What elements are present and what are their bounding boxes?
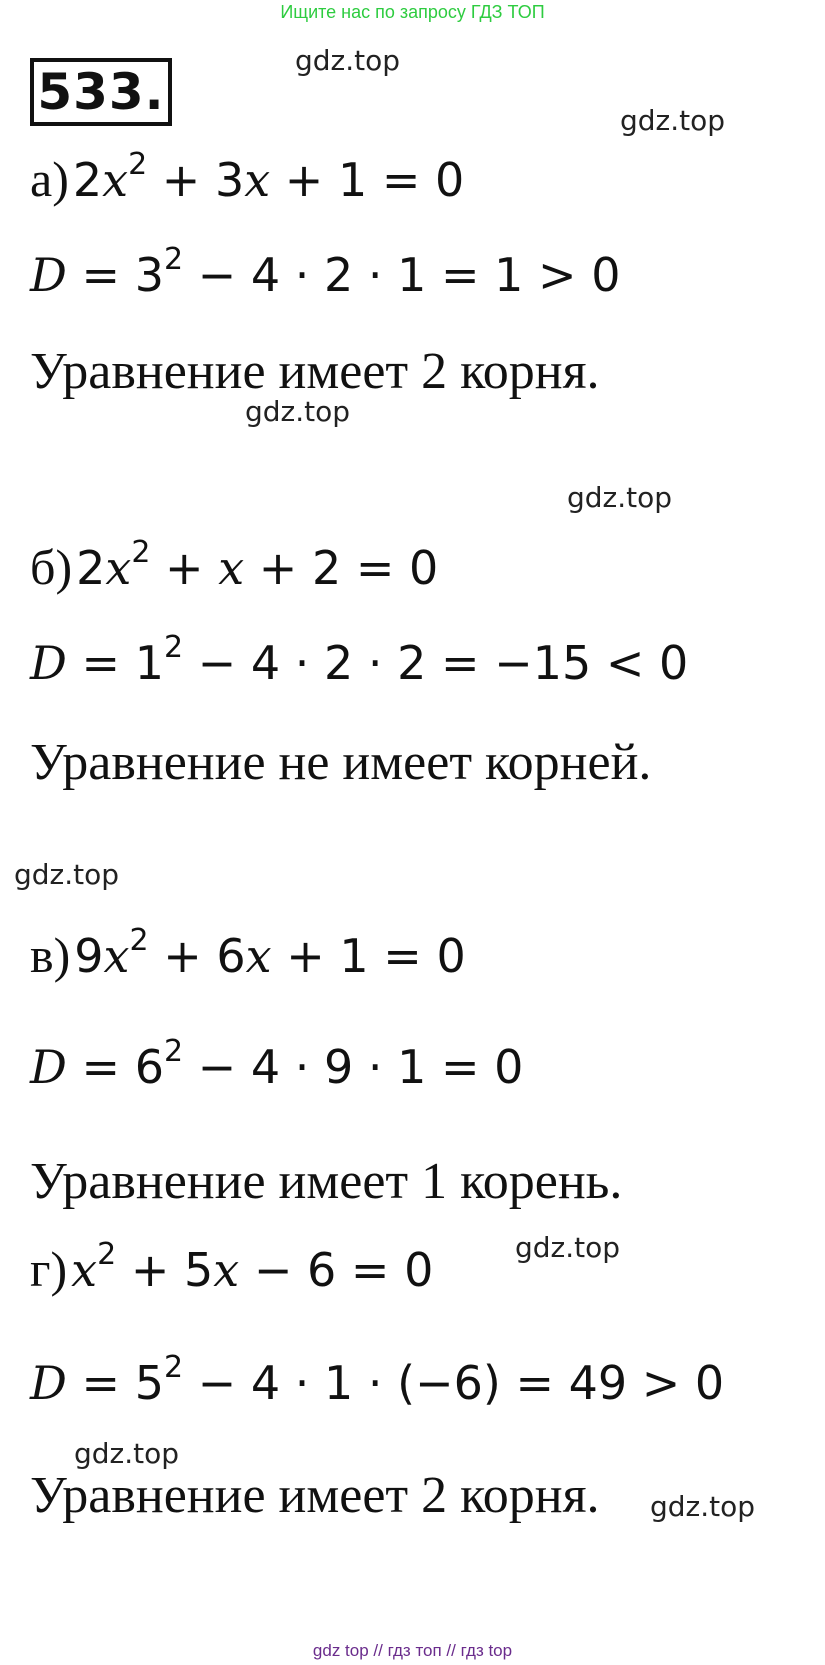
footer-links[interactable]: gdz top // гдз топ // гдз top [312,1641,513,1660]
conclusion-d: Уравнение имеет 2 корня. [30,1467,600,1524]
equation-a [30,147,465,208]
part-label: в) [30,927,71,983]
discriminant-d: $D = 5^2 - 4 \cdot 1 \cdot (-6) = 49 > 0$ [30,1350,725,1410]
equation-expression: $x^2 + 5x - 6 = 0$ [71,1237,434,1297]
part-label: г) [30,1241,68,1297]
equation-expression: $9x^2 + 6x + 1 = 0$ [74,923,466,983]
part-label: а) [30,151,69,207]
equation-b [30,535,439,596]
conclusion-b: Уравнение не имеет корней. [30,734,652,791]
watermark: gdz.top [245,395,351,428]
search-banner[interactable]: Ищите нас по запросу ГДЗ ТОП [280,2,545,22]
equation-d [30,1237,434,1298]
watermark: gdz.top [74,1437,180,1470]
exercise-number-box [30,58,172,126]
discriminant-a: $D = 3^2 - 4 \cdot 2 \cdot 1 = 1 > 0$ [30,242,621,302]
watermark: gdz.top [650,1490,756,1523]
conclusion-a: Уравнение имеет 2 корня. [30,343,600,400]
watermark: gdz.top [620,104,726,137]
watermark: gdz.top [515,1231,621,1264]
watermark: gdz.top [567,481,673,514]
equation-c [30,923,466,984]
exercise-number: 533. [37,63,165,121]
part-label: б) [30,539,73,595]
watermark: gdz.top [295,44,401,77]
discriminant-c: $D = 6^2 - 4 \cdot 9 \cdot 1 = 0$ [30,1034,524,1094]
watermark: gdz.top [14,858,120,891]
equation-expression: $2x^2 + 3x + 1 = 0$ [72,147,465,207]
discriminant-b: $D = 1^2 - 4 \cdot 2 \cdot 2 = -15 < 0$ [30,630,689,690]
conclusion-c: Уравнение имеет 1 корень. [30,1153,623,1210]
equation-expression: $2x^2 + x + 2 = 0$ [76,535,439,595]
